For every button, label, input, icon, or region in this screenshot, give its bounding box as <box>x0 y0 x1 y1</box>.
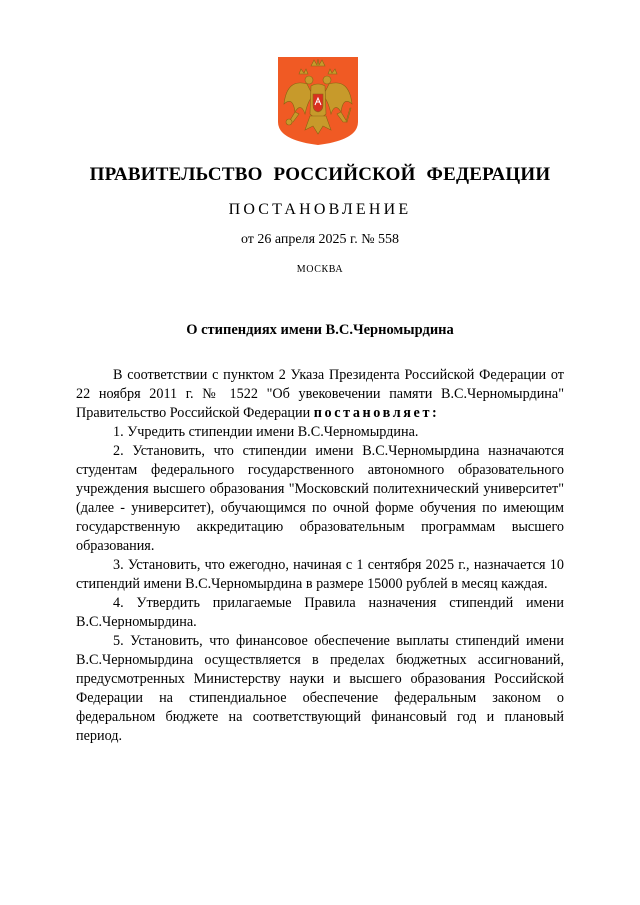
government-title: ПРАВИТЕЛЬСТВО РОССИЙСКОЙ ФЕДЕРАЦИИ <box>89 164 551 185</box>
list-item: 3. Установить, что ежегодно, начиная с 1 сентября 2025 г., назначается 10 стипендий имени В.С.Черномырдина в размере 15000 рублей в месяц каждая. <box>76 557 564 592</box>
decree-word: постановляет: <box>313 405 440 421</box>
preamble-paragraph <box>76 366 564 423</box>
preamble-text: В соответствии с пунктом 2 Указа Президента Российской Федерации от 22 ноября 2011 г. № 1522 "Об увековечении памяти В.С.Черномырдина" Правительство Российской Федерации <box>76 367 564 421</box>
list-item: 2. Установить, что стипендии имени В.С.Черномырдина назначаются студентам федерального государственного автономного образовательного учреждения высшего образования "Московский политехнический университет" (далее - университет), обучающимся по очной форме обучения по имеющим государственную аккредитацию образовательным программам высшего образования. <box>76 443 564 554</box>
list-item: 1. Учредить стипендии имени В.С.Черномырдина. <box>113 424 419 440</box>
document-subject: О стипендиях имени В.С.Черномырдина <box>186 322 454 338</box>
list-item: 5. Установить, что финансовое обеспечение выплаты стипендий имени В.С.Черномырдина осуществляется в пределах бюджетных ассигнований, предусмотренных Министерству науки и высшего образования Российской Федерации на стипендиальное обеспечение федеральным законом о федеральном бюджете на соответствующий финансовый год и плановый период. <box>76 633 564 744</box>
coat-of-arms-icon <box>277 56 359 146</box>
document-body <box>76 366 564 746</box>
document-date-number: от 26 апреля 2025 г. № 558 <box>240 232 400 247</box>
document-city: МОСКВА <box>296 264 344 275</box>
list-item: 4. Утвердить прилагаемые Правила назначения стипендий имени В.С.Черномырдина. <box>76 595 564 630</box>
document-type: ПОСТАНОВЛЕНИЕ <box>228 201 412 218</box>
